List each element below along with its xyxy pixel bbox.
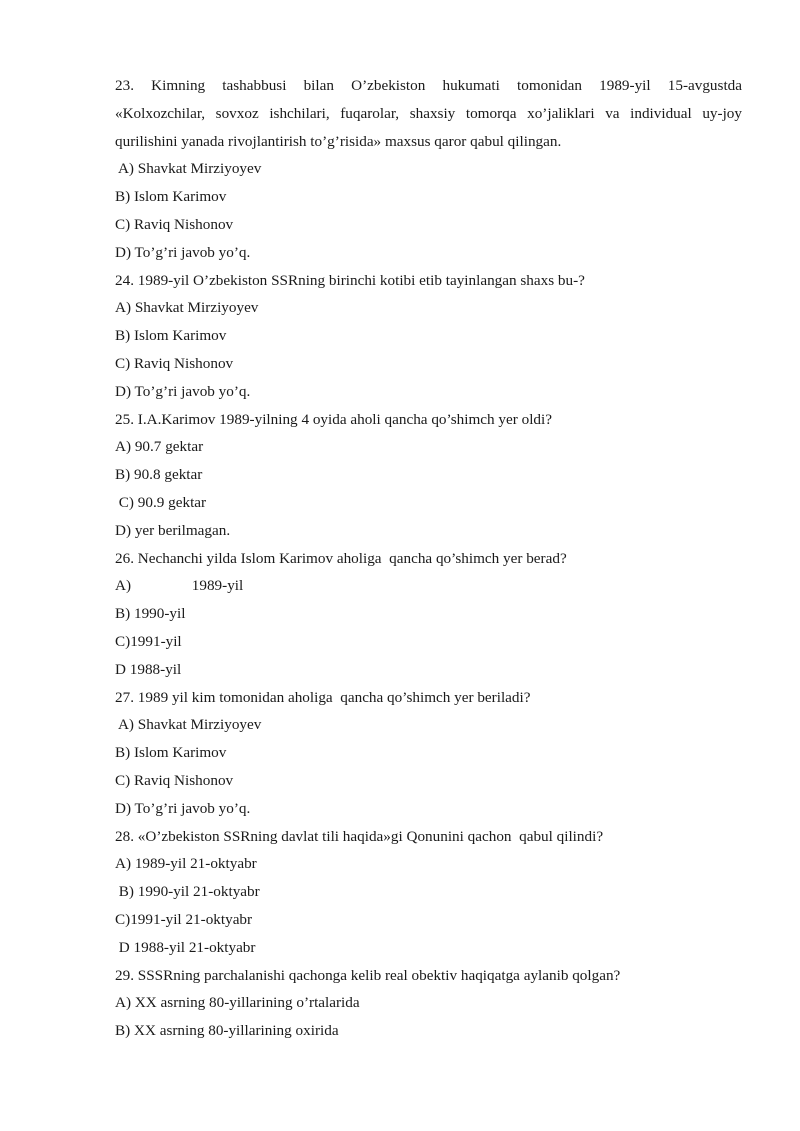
answer-option-a: A) 1989-yil bbox=[115, 577, 244, 595]
answer-option-b: B) 90.8 gektar bbox=[115, 466, 203, 484]
answer-option-c: C)1991-yil bbox=[115, 632, 182, 650]
answer-option-c: C) Raviq Nishonov bbox=[115, 771, 234, 789]
answer-option-a: A) 1989-yil 21-oktyabr bbox=[115, 855, 257, 873]
answer-option-b: B) 1990-yil bbox=[115, 605, 186, 623]
answer-option-d: D) To’g’ri javob yo’q. bbox=[115, 799, 251, 817]
question-23 bbox=[115, 72, 742, 267]
answer-option-c: C) 90.9 gektar bbox=[115, 493, 207, 511]
answer-option-d: D) To’g’ri javob yo’q. bbox=[115, 243, 251, 261]
answer-option-d: D 1988-yil bbox=[115, 660, 182, 678]
question-text-line: 27. 1989 yil kim tomonidan aholiga qancha qo’shimch yer beriladi? bbox=[115, 688, 531, 706]
question-text-line: 24. 1989-yil O’zbekiston SSRning birinchi kotibi etib tayinlangan shaxs bu-? bbox=[115, 271, 585, 289]
answer-option-d: D) To’g’ri javob yo’q. bbox=[115, 382, 251, 400]
answer-option-a: A) XX asrning 80-yillarining o’rtalarida bbox=[115, 994, 360, 1012]
answer-option-d: D) yer berilmagan. bbox=[115, 521, 231, 539]
question-24 bbox=[115, 267, 742, 406]
answer-option-c: C) Raviq Nishonov bbox=[115, 354, 234, 372]
answer-option-b: B) Islom Karimov bbox=[115, 327, 227, 345]
answer-option-a: A) Shavkat Mirziyoyev bbox=[115, 299, 259, 317]
question-text-line: «Kolxozchilar, sovxoz ishchilari, fuqarolar, shaxsiy tomorqa xo’jaliklari va individual uy-joy bbox=[115, 104, 742, 122]
answer-option-c: C)1991-yil 21-oktyabr bbox=[115, 910, 253, 928]
answer-option-d: D 1988-yil 21-oktyabr bbox=[115, 938, 256, 956]
answer-option-b: B) 1990-yil 21-oktyabr bbox=[115, 883, 260, 901]
question-text-line: 28. «O’zbekiston SSRning davlat tili haqida»gi Qonunini qachon qabul qilindi? bbox=[115, 827, 604, 845]
question-28 bbox=[115, 823, 742, 962]
answer-option-b: B) Islom Karimov bbox=[115, 744, 227, 762]
question-25 bbox=[115, 406, 742, 545]
question-27 bbox=[115, 684, 742, 823]
question-text-line: 25. I.A.Karimov 1989-yilning 4 oyida aholi qancha qo’shimch yer oldi? bbox=[115, 410, 552, 428]
question-list bbox=[115, 72, 742, 1045]
question-text-line: qurilishini yanada rivojlantirish to’g’risida» maxsus qaror qabul qilingan. bbox=[115, 132, 562, 150]
question-text-line: 29. SSSRning parchalanishi qachonga kelib real obektiv haqiqatga aylanib qolgan? bbox=[115, 966, 621, 984]
answer-option-a: A) Shavkat Mirziyoyev bbox=[115, 716, 262, 734]
question-29 bbox=[115, 962, 742, 1045]
question-text-line: 26. Nechanchi yilda Islom Karimov aholiga qancha qo’shimch yer berad? bbox=[115, 549, 567, 567]
question-text-line: 23. Kimning tashabbusi bilan O’zbekiston hukumati tomonidan 1989-yil 15-avgustda bbox=[115, 77, 742, 94]
answer-option-b: B) XX asrning 80-yillarining oxirida bbox=[115, 1022, 339, 1040]
answer-option-a: A) 90.7 gektar bbox=[115, 438, 204, 456]
answer-option-c: C) Raviq Nishonov bbox=[115, 215, 234, 233]
answer-option-b: B) Islom Karimov bbox=[115, 188, 227, 206]
question-26 bbox=[115, 545, 742, 684]
answer-option-a: A) Shavkat Mirziyoyev bbox=[115, 160, 262, 178]
